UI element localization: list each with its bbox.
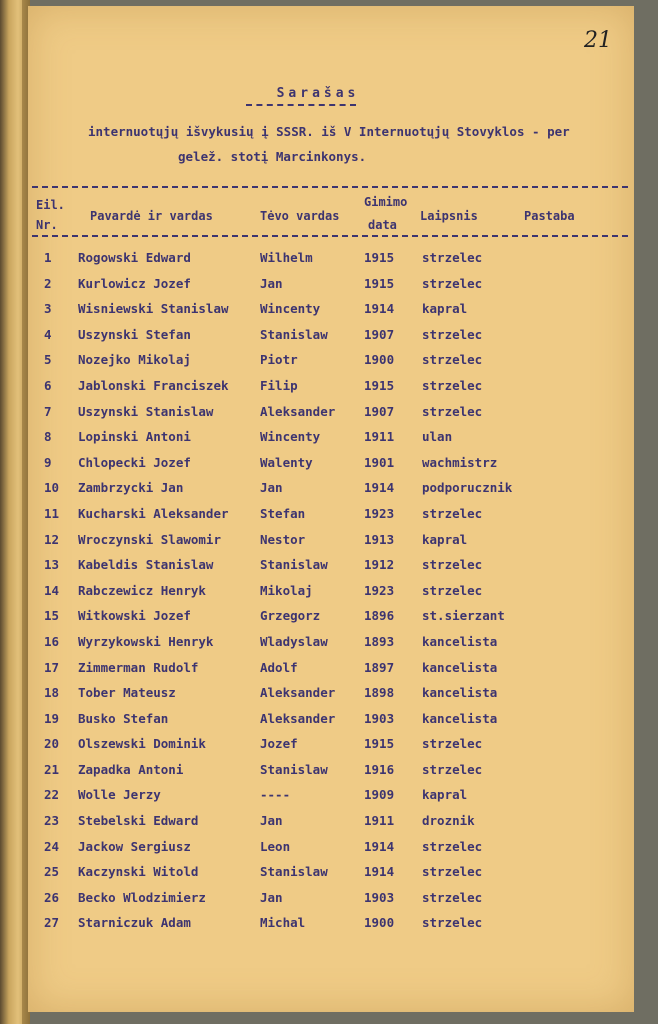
row-name: Stebelski Edward (78, 813, 199, 829)
row-number: 6 (44, 377, 52, 393)
row-birth-year: 1915 (364, 736, 395, 752)
row-birth-year: 1900 (364, 915, 395, 931)
row-birth-year: 1916 (364, 761, 395, 777)
row-father-name: Jozef (260, 736, 298, 752)
row-rank: kancelista (422, 659, 498, 675)
table-row (28, 860, 634, 886)
row-name: Zimmerman Rudolf (78, 659, 199, 675)
table-row (28, 297, 634, 323)
row-rank: kapral (422, 301, 468, 317)
row-rank: kapral (422, 787, 468, 803)
row-name: Chlopecki Jozef (78, 454, 191, 470)
row-birth-year: 1907 (364, 326, 395, 342)
row-rank: st.sierzant (422, 608, 505, 624)
row-birth-year: 1913 (364, 531, 395, 547)
row-birth-year: 1915 (364, 250, 395, 265)
row-name: Starniczuk Adam (78, 915, 191, 931)
row-rank: kapral (422, 531, 468, 547)
table-row (28, 451, 634, 477)
table-row (28, 758, 634, 784)
row-father-name: Jan (260, 813, 283, 829)
table-row (28, 911, 634, 937)
row-father-name: Jan (260, 275, 283, 291)
row-birth-year: 1914 (364, 480, 395, 496)
row-birth-year: 1901 (364, 454, 395, 470)
row-father-name: Stefan (260, 505, 306, 521)
header-nr-line1: Eil. (36, 198, 65, 212)
row-name: Nozejko Mikolaj (78, 352, 191, 368)
row-rank: strzelec (422, 326, 483, 342)
row-birth-year: 1893 (364, 633, 395, 649)
row-name: Kaczynski Witold (78, 864, 199, 880)
header-born-line1: Gimimo (364, 195, 408, 209)
row-name: Tober Mateusz (78, 685, 176, 701)
row-rank: strzelec (422, 505, 483, 521)
row-father-name: Michal (260, 915, 306, 931)
table-row (28, 400, 634, 426)
row-number: 27 (44, 915, 60, 931)
row-birth-year: 1903 (364, 889, 395, 905)
row-father-name: Stanislaw (260, 864, 328, 880)
row-birth-year: 1912 (364, 557, 395, 573)
row-number: 7 (44, 403, 52, 419)
table-row (28, 886, 634, 912)
table-row (28, 374, 634, 400)
table-body (28, 246, 634, 937)
row-number: 13 (44, 557, 60, 573)
row-father-name: Aleksander (260, 685, 336, 701)
table-row (28, 707, 634, 733)
row-father-name: Wincenty (260, 429, 321, 445)
row-name: Busko Stefan (78, 710, 169, 726)
table-row (28, 476, 634, 502)
table-row (28, 323, 634, 349)
row-father-name: Jan (260, 889, 283, 905)
row-birth-year: 1903 (364, 710, 395, 726)
document-page (28, 6, 634, 1012)
row-number: 2 (44, 275, 52, 291)
row-number: 19 (44, 710, 60, 726)
row-birth-year: 1911 (364, 429, 395, 445)
table-row (28, 425, 634, 451)
row-name: Zapadka Antoni (78, 761, 184, 777)
row-birth-year: 1923 (364, 505, 395, 521)
row-rank: strzelec (422, 250, 483, 265)
row-number: 20 (44, 736, 60, 752)
row-rank: wachmistrz (422, 454, 498, 470)
row-birth-year: 1911 (364, 813, 395, 829)
header-born-line2: data (368, 218, 397, 232)
table-row (28, 783, 634, 809)
row-birth-year: 1915 (364, 377, 395, 393)
row-number: 14 (44, 582, 60, 598)
row-number: 15 (44, 608, 60, 624)
table-row (28, 553, 634, 579)
table-row (28, 835, 634, 861)
row-number: 24 (44, 838, 60, 854)
table-row (28, 502, 634, 528)
row-father-name: Leon (260, 838, 291, 854)
row-name: Uszynski Stefan (78, 326, 191, 342)
header-father: Tėvo vardas (260, 209, 340, 223)
row-rank: strzelec (422, 761, 483, 777)
table-row (28, 579, 634, 605)
row-name: Wroczynski Slawomir (78, 531, 221, 547)
table-row (28, 630, 634, 656)
row-rank: strzelec (422, 377, 483, 393)
header-note: Pastaba (524, 209, 575, 223)
row-birth-year: 1907 (364, 403, 395, 419)
row-birth-year: 1914 (364, 864, 395, 880)
row-rank: strzelec (422, 275, 483, 291)
header-rank: Laipsnis (420, 209, 478, 223)
row-name: Kabeldis Stanislaw (78, 557, 214, 573)
row-father-name: Wladyslaw (260, 633, 328, 649)
row-name: Witkowski Jozef (78, 608, 191, 624)
row-father-name: Jan (260, 480, 283, 496)
row-number: 11 (44, 505, 60, 521)
row-name: Wyrzykowski Henryk (78, 633, 214, 649)
row-rank: podporucznik (422, 480, 513, 496)
row-rank: strzelec (422, 838, 483, 854)
row-number: 9 (44, 454, 52, 470)
row-rank: strzelec (422, 403, 483, 419)
table-row (28, 528, 634, 554)
row-father-name: Stanislaw (260, 761, 328, 777)
row-father-name: Mikolaj (260, 582, 313, 598)
row-number: 12 (44, 531, 60, 547)
row-name: Becko Wlodzimierz (78, 889, 206, 905)
header-bottom-rule (32, 235, 628, 237)
table-row (28, 348, 634, 374)
row-father-name: Stanislaw (260, 326, 328, 342)
row-number: 25 (44, 864, 60, 880)
row-number: 21 (44, 761, 60, 777)
row-rank: strzelec (422, 582, 483, 598)
document-subtitle-line1: internuotųjų išvykusių į SSSR. iš V Internuotųjų Stovyklos - per (88, 124, 570, 139)
row-father-name: Wilhelm (260, 250, 313, 265)
row-father-name: Filip (260, 377, 298, 393)
row-rank: droznik (422, 813, 475, 829)
row-birth-year: 1914 (364, 838, 395, 854)
row-father-name: Aleksander (260, 710, 336, 726)
row-number: 3 (44, 301, 52, 317)
header-nr-line2: Nr. (36, 218, 58, 232)
row-rank: kancelista (422, 710, 498, 726)
row-birth-year: 1896 (364, 608, 395, 624)
row-rank: strzelec (422, 557, 483, 573)
row-number: 16 (44, 633, 60, 649)
row-birth-year: 1915 (364, 275, 395, 291)
row-name: Rogowski Edward (78, 250, 191, 265)
row-name: Jackow Sergiusz (78, 838, 191, 854)
row-rank: kancelista (422, 633, 498, 649)
row-father-name: Walenty (260, 454, 313, 470)
row-name: Wisniewski Stanislaw (78, 301, 229, 317)
row-birth-year: 1897 (364, 659, 395, 675)
row-name: Zambrzycki Jan (78, 480, 184, 496)
row-number: 18 (44, 685, 60, 701)
row-rank: strzelec (422, 915, 483, 931)
row-name: Olszewski Dominik (78, 736, 206, 752)
row-name: Wolle Jerzy (78, 787, 161, 803)
page-number: 21 (584, 28, 612, 53)
table-row (28, 272, 634, 298)
table-row (28, 246, 634, 272)
row-number: 26 (44, 889, 60, 905)
document-subtitle-line2: gelež. stotį Marcinkonys. (178, 149, 367, 164)
row-name: Kurlowicz Jozef (78, 275, 191, 291)
row-number: 10 (44, 480, 60, 496)
row-number: 4 (44, 326, 52, 342)
row-birth-year: 1923 (364, 582, 395, 598)
row-number: 22 (44, 787, 60, 803)
row-rank: strzelec (422, 736, 483, 752)
row-father-name: Stanislaw (260, 557, 328, 573)
row-father-name: Nestor (260, 531, 306, 547)
row-father-name: Grzegorz (260, 608, 321, 624)
table-row (28, 809, 634, 835)
row-father-name: Adolf (260, 659, 298, 675)
row-father-name: Piotr (260, 352, 298, 368)
header-name: Pavardė ir vardas (90, 209, 213, 223)
table-row (28, 656, 634, 682)
row-rank: ulan (422, 429, 453, 445)
row-birth-year: 1909 (364, 787, 395, 803)
row-number: 5 (44, 352, 52, 368)
table-row (28, 732, 634, 758)
row-father-name: ---- (260, 787, 291, 803)
header-top-rule (32, 186, 628, 188)
row-number: 8 (44, 429, 52, 445)
row-birth-year: 1914 (364, 301, 395, 317)
row-rank: strzelec (422, 889, 483, 905)
row-birth-year: 1900 (364, 352, 395, 368)
row-number: 17 (44, 659, 60, 675)
row-name: Lopinski Antoni (78, 429, 191, 445)
title-underline (246, 104, 356, 106)
row-rank: strzelec (422, 352, 483, 368)
row-name: Uszynski Stanislaw (78, 403, 214, 419)
document-title: Sarašas (276, 86, 360, 101)
row-name: Rabczewicz Henryk (78, 582, 206, 598)
row-father-name: Wincenty (260, 301, 321, 317)
table-row (28, 681, 634, 707)
row-rank: strzelec (422, 864, 483, 880)
row-birth-year: 1898 (364, 685, 395, 701)
row-rank: kancelista (422, 685, 498, 701)
row-father-name: Aleksander (260, 403, 336, 419)
row-number: 23 (44, 813, 60, 829)
row-number: 1 (44, 250, 52, 265)
row-name: Kucharski Aleksander (78, 505, 229, 521)
row-name: Jablonski Franciszek (78, 377, 229, 393)
table-row (28, 604, 634, 630)
